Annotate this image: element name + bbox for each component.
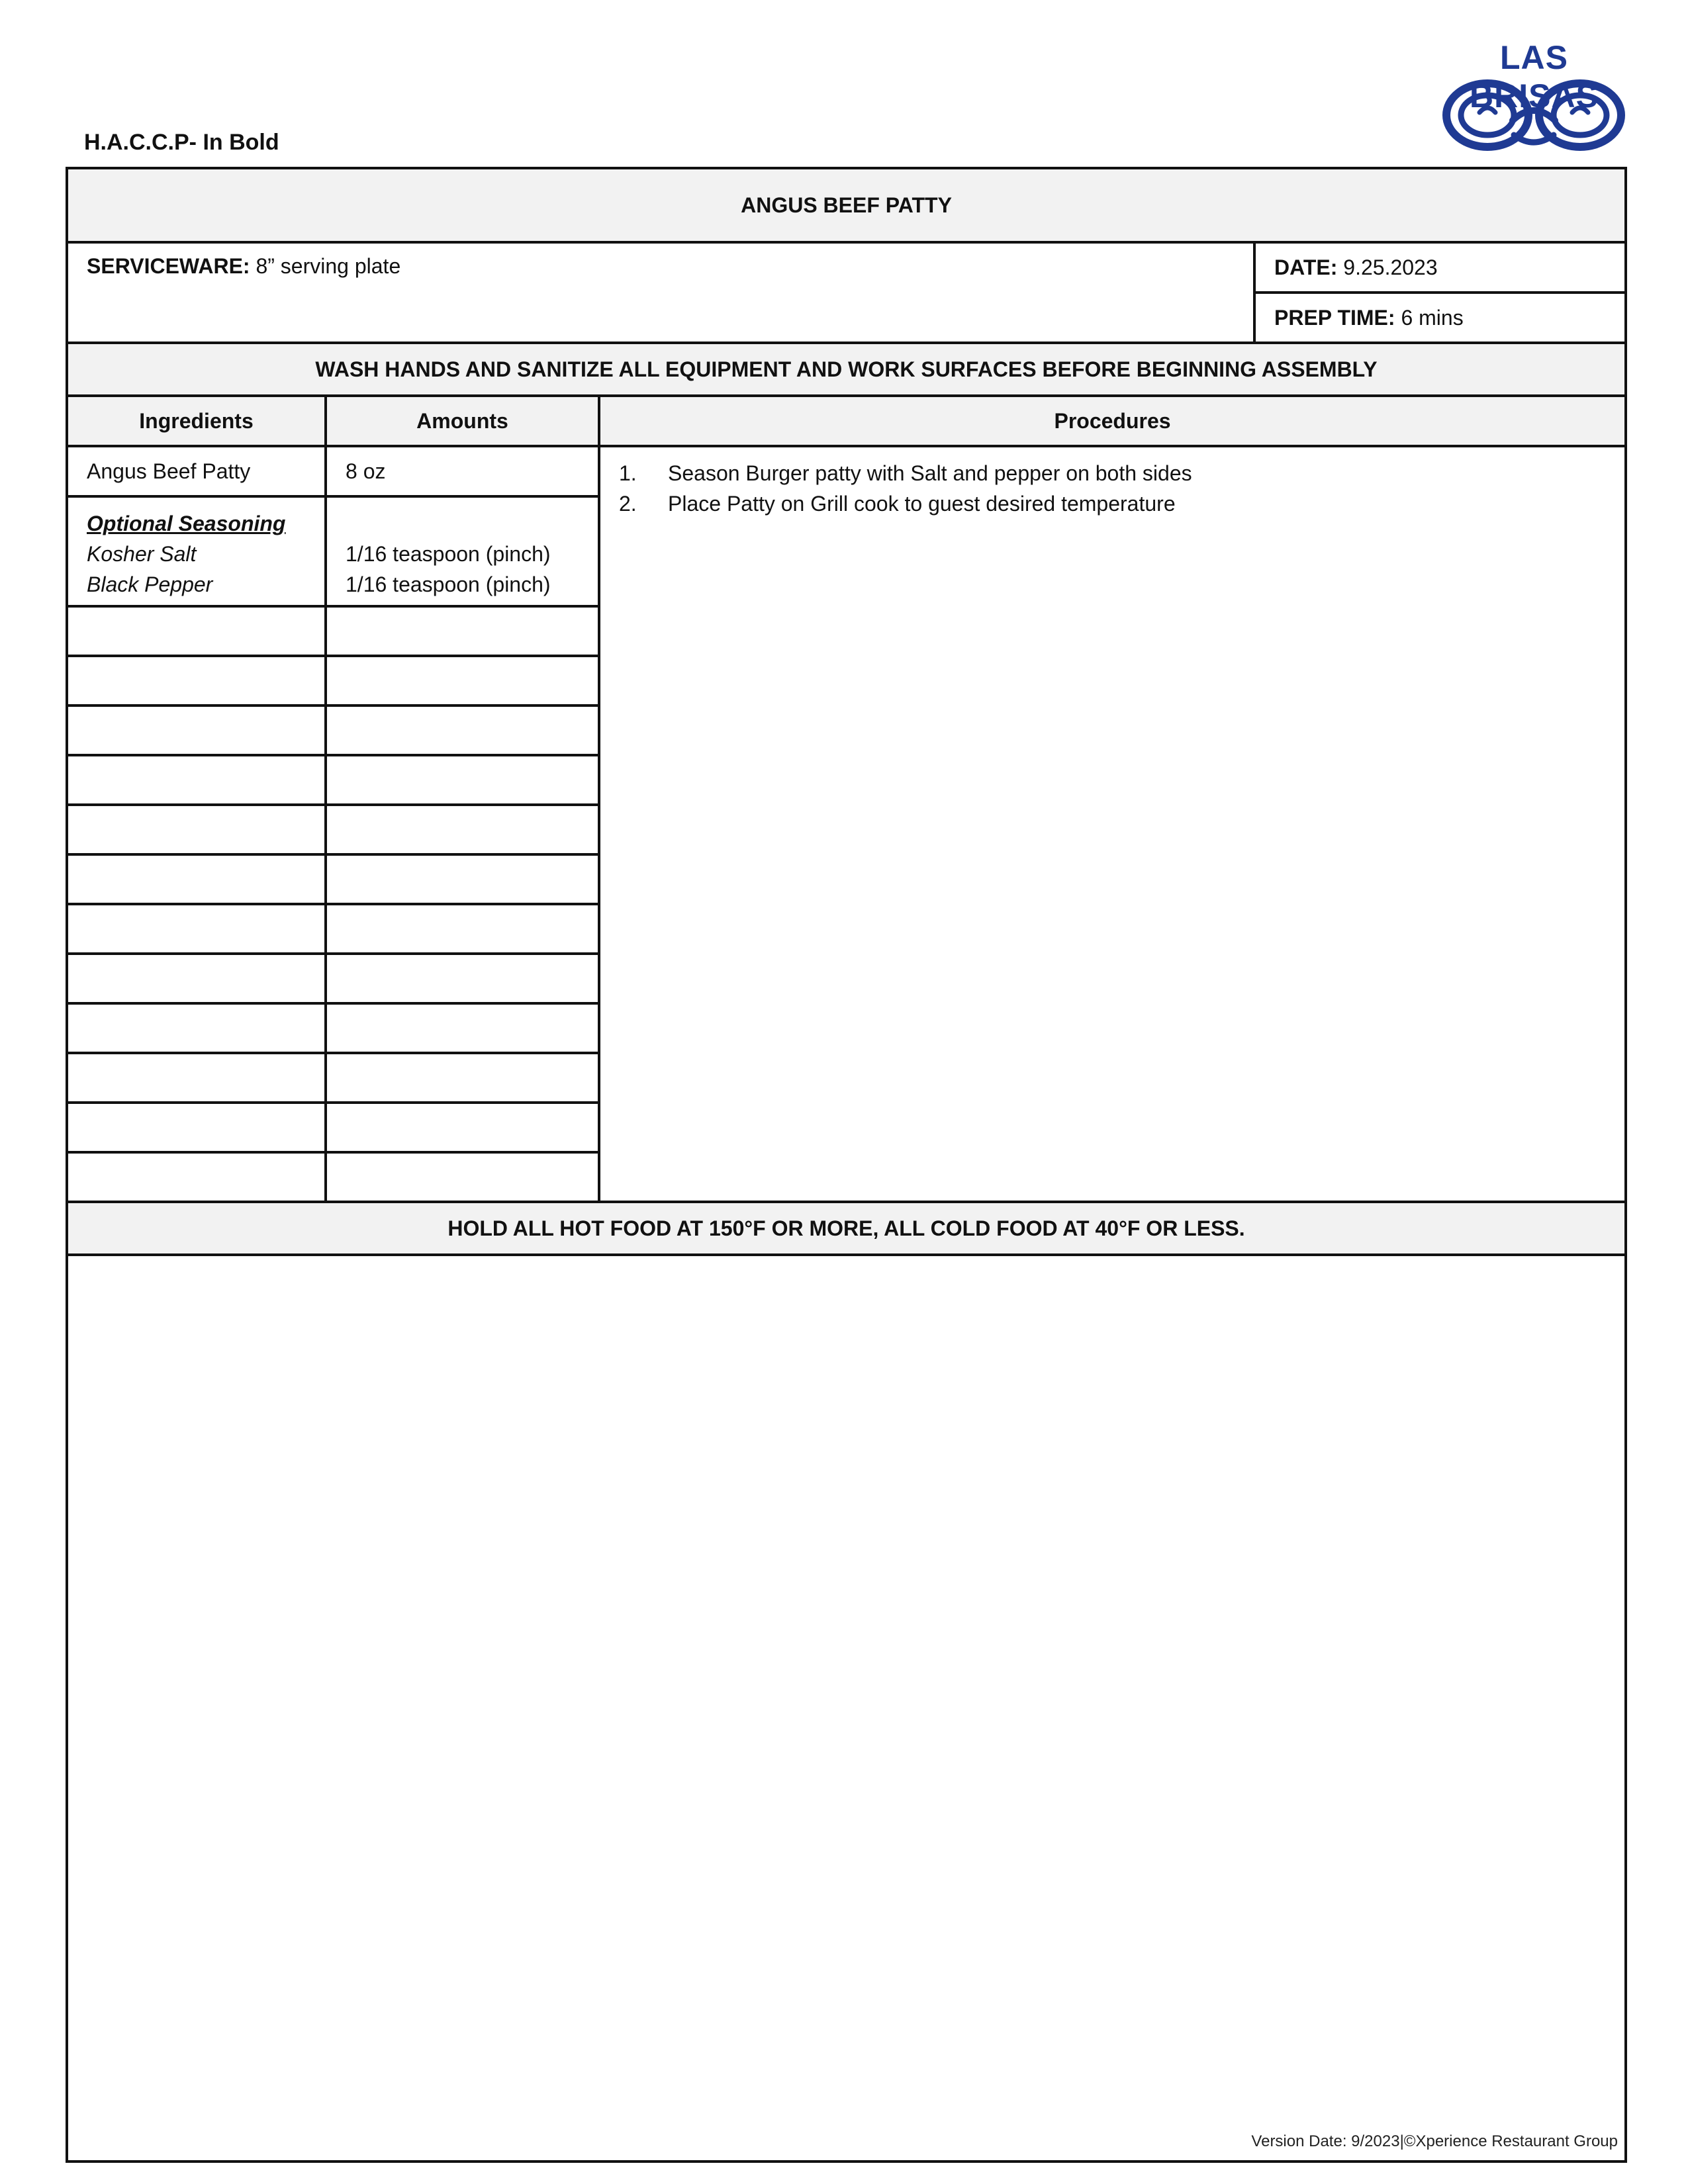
empty-cell: [326, 1053, 599, 1103]
empty-cell: [67, 755, 326, 805]
procedure-list: [619, 458, 1606, 519]
notes-area: [67, 1255, 1626, 2161]
ingredient-name: Angus Beef Patty: [67, 446, 326, 496]
procedure-step: [619, 488, 1606, 519]
empty-cell: [326, 606, 599, 656]
prep-time-cell: [1254, 293, 1626, 343]
date-cell: [1254, 242, 1626, 293]
empty-cell: [326, 954, 599, 1003]
prep-time-label: PREP TIME:: [1274, 305, 1395, 330]
empty-cell: [326, 1152, 599, 1202]
ingredients-header: Ingredients: [67, 396, 326, 446]
empty-cell: [67, 854, 326, 904]
optional-item-amount: 1/16 teaspoon (pinch): [346, 572, 551, 596]
logo-text: LAS BRISAS: [1470, 39, 1599, 114]
procedure-number: 2.: [619, 492, 637, 516]
empty-cell: [326, 656, 599, 705]
procedures-header: Procedures: [599, 396, 1626, 446]
empty-cell: [326, 805, 599, 854]
procedures-cell: [599, 446, 1626, 1202]
empty-cell: [326, 1103, 599, 1152]
date-value: 9.25.2023: [1343, 255, 1438, 279]
empty-cell: [67, 656, 326, 705]
empty-cell: [67, 1003, 326, 1053]
recipe-title: ANGUS BEEF PATTY: [67, 168, 1626, 242]
procedure-number: 1.: [619, 461, 637, 485]
empty-cell: [67, 904, 326, 954]
amounts-header: Amounts: [326, 396, 599, 446]
wave-logo-icon: [1440, 74, 1628, 152]
procedure-step: [619, 458, 1606, 488]
optional-item-amount: 1/16 teaspoon (pinch): [346, 542, 551, 566]
empty-cell: [67, 1053, 326, 1103]
empty-cell: [326, 1003, 599, 1053]
las-brisas-logo: [1440, 38, 1628, 152]
serviceware-label: SERVICEWARE:: [87, 254, 250, 278]
recipe-card: [66, 167, 1627, 2163]
empty-cell: [67, 606, 326, 656]
empty-cell: [326, 755, 599, 805]
serviceware-cell: [67, 242, 1254, 343]
optional-amounts-cell: [326, 496, 599, 606]
hold-temperature-banner: HOLD ALL HOT FOOD AT 150°F OR MORE, ALL COLD FOOD AT 40°F OR LESS.: [67, 1202, 1626, 1255]
optional-seasoning-heading: Optional Seasoning: [87, 512, 286, 535]
version-footer: Version Date: 9/2023|©Xperience Restaurant Group: [1251, 2132, 1618, 2150]
haccp-note: H.A.C.C.P- In Bold: [84, 130, 279, 155]
date-label: DATE:: [1274, 255, 1338, 279]
empty-cell: [67, 1152, 326, 1202]
procedure-text: Place Patty on Grill cook to guest desired temperature: [668, 492, 1176, 516]
empty-cell: [326, 904, 599, 954]
optional-seasoning-cell: [67, 496, 326, 606]
empty-cell: [67, 705, 326, 755]
empty-cell: [67, 954, 326, 1003]
procedure-text: Season Burger patty with Salt and pepper on both sides: [668, 461, 1192, 485]
ingredient-amount: 8 oz: [326, 446, 599, 496]
empty-cell: [67, 805, 326, 854]
empty-cell: [326, 854, 599, 904]
serviceware-value: 8” serving plate: [256, 254, 401, 278]
prep-time-value: 6 mins: [1401, 305, 1464, 330]
empty-cell: [67, 1103, 326, 1152]
empty-cell: [326, 705, 599, 755]
optional-item-name: Black Pepper: [87, 572, 213, 596]
optional-item-name: Kosher Salt: [87, 542, 197, 566]
wash-hands-banner: WASH HANDS AND SANITIZE ALL EQUIPMENT AND WORK SURFACES BEFORE BEGINNING ASSEMBLY: [67, 343, 1626, 396]
